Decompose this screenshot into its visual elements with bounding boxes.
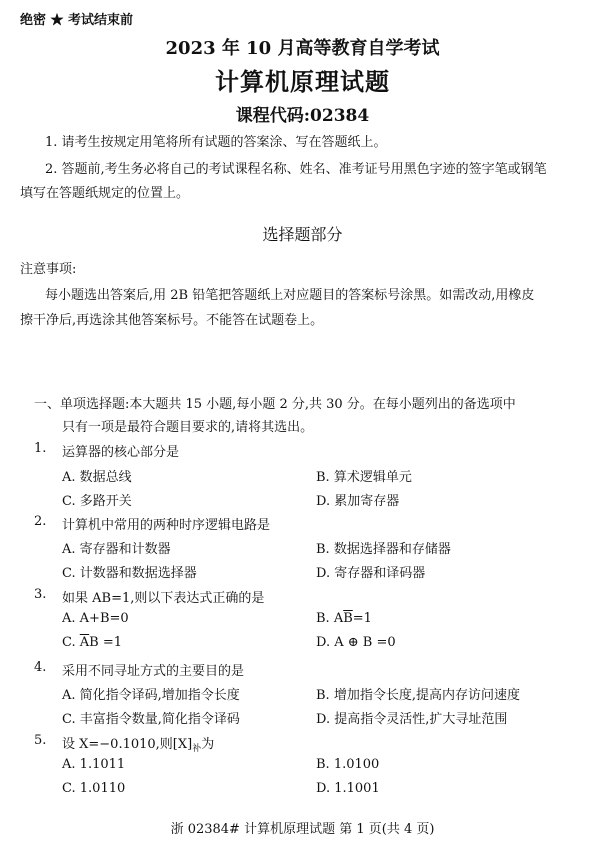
- option-b: B. 算术逻辑单元: [316, 470, 412, 485]
- instruction-2: 2. 答题前,考生务必将自己的考试课程名称、姓名、准考证号用黑色字迹的签字笔或钢笔: [45, 162, 547, 177]
- section-title: 选择题部分: [262, 225, 343, 244]
- instruction-1: 1. 请考生按规定用笔将所有试题的答案涂、写在答题纸上。: [45, 135, 387, 150]
- question-stem: 采用不同寻址方式的主要目的是: [62, 664, 245, 679]
- option-b: B. 增加指令长度,提高内存访问速度: [316, 688, 520, 703]
- option-b: B. 1.0100: [316, 757, 380, 772]
- question-number: 3.: [34, 587, 47, 602]
- exam-title: 2023 年 10 月高等教育自学考试: [165, 38, 440, 59]
- question-number: 4.: [34, 660, 47, 675]
- question-stem: 计算机中常用的两种时序逻辑电路是: [62, 518, 271, 533]
- option-d: D. 寄存器和译码器: [316, 566, 426, 581]
- notice-line-1: 每小题选出答案后,用 2B 铅笔把答题纸上对应题目的答案标号涂黑。如需改动,用橡皮: [45, 288, 535, 303]
- option-b: B. $A\overline{B}=1$: [316, 611, 372, 626]
- option-c: C. 多路开关: [62, 494, 132, 509]
- instruction-2-cont: 填写在答题纸规定的位置上。: [20, 186, 190, 201]
- question-number: 1.: [34, 441, 47, 456]
- option-a: A. A+B=0: [62, 611, 129, 626]
- option-c: C. 1.0110: [62, 781, 126, 796]
- question-stem: 如果 AB=1,则以下表达式正确的是: [62, 591, 265, 606]
- option-a: A. 数据总线: [62, 470, 132, 485]
- question-stem: 运算器的核心部分是: [62, 445, 180, 460]
- part-one-heading: 一、单项选择题:本大题共 15 小题,每小题 2 分,共 30 分。在每小题列出的备选项中: [34, 397, 516, 412]
- option-b: B. 数据选择器和存储器: [316, 542, 451, 557]
- option-d: D. 1.1001: [316, 781, 380, 796]
- option-c: C. $\overline{A}B =1$: [62, 635, 123, 650]
- notice-line-2: 擦干净后,再选涂其他答案标号。不能答在试题卷上。: [20, 313, 324, 328]
- option-d: D. A ⊕ B =0: [316, 635, 396, 650]
- course-code: 课程代码:02384: [235, 106, 370, 126]
- confidential-label: 绝密 ★ 考试结束前: [20, 13, 134, 28]
- option-d: D. 提高指令灵活性,扩大寻址范围: [316, 712, 508, 727]
- question-number: 2.: [34, 514, 47, 529]
- part-one-heading-cont: 只有一项是最符合题目要求的,请将其选出。: [62, 420, 314, 435]
- question-stem: 设 X=−0.1010,则$[X]_补$为: [62, 737, 215, 754]
- notice-label: 注意事项:: [20, 262, 77, 277]
- option-c: C. 计数器和数据选择器: [62, 566, 197, 581]
- page-footer: 浙 02384# 计算机原理试题 第 1 页(共 4 页): [170, 822, 435, 837]
- option-a: A. 寄存器和计数器: [62, 542, 171, 557]
- paper-title: 计算机原理试题: [215, 67, 390, 96]
- option-a: A. 简化指令译码,增加指令长度: [62, 688, 240, 703]
- question-number: 5.: [34, 733, 47, 748]
- option-a: A. 1.1011: [62, 757, 126, 772]
- option-d: D. 累加寄存器: [316, 494, 400, 509]
- option-c: C. 丰富指令数量,简化指令译码: [62, 712, 240, 727]
